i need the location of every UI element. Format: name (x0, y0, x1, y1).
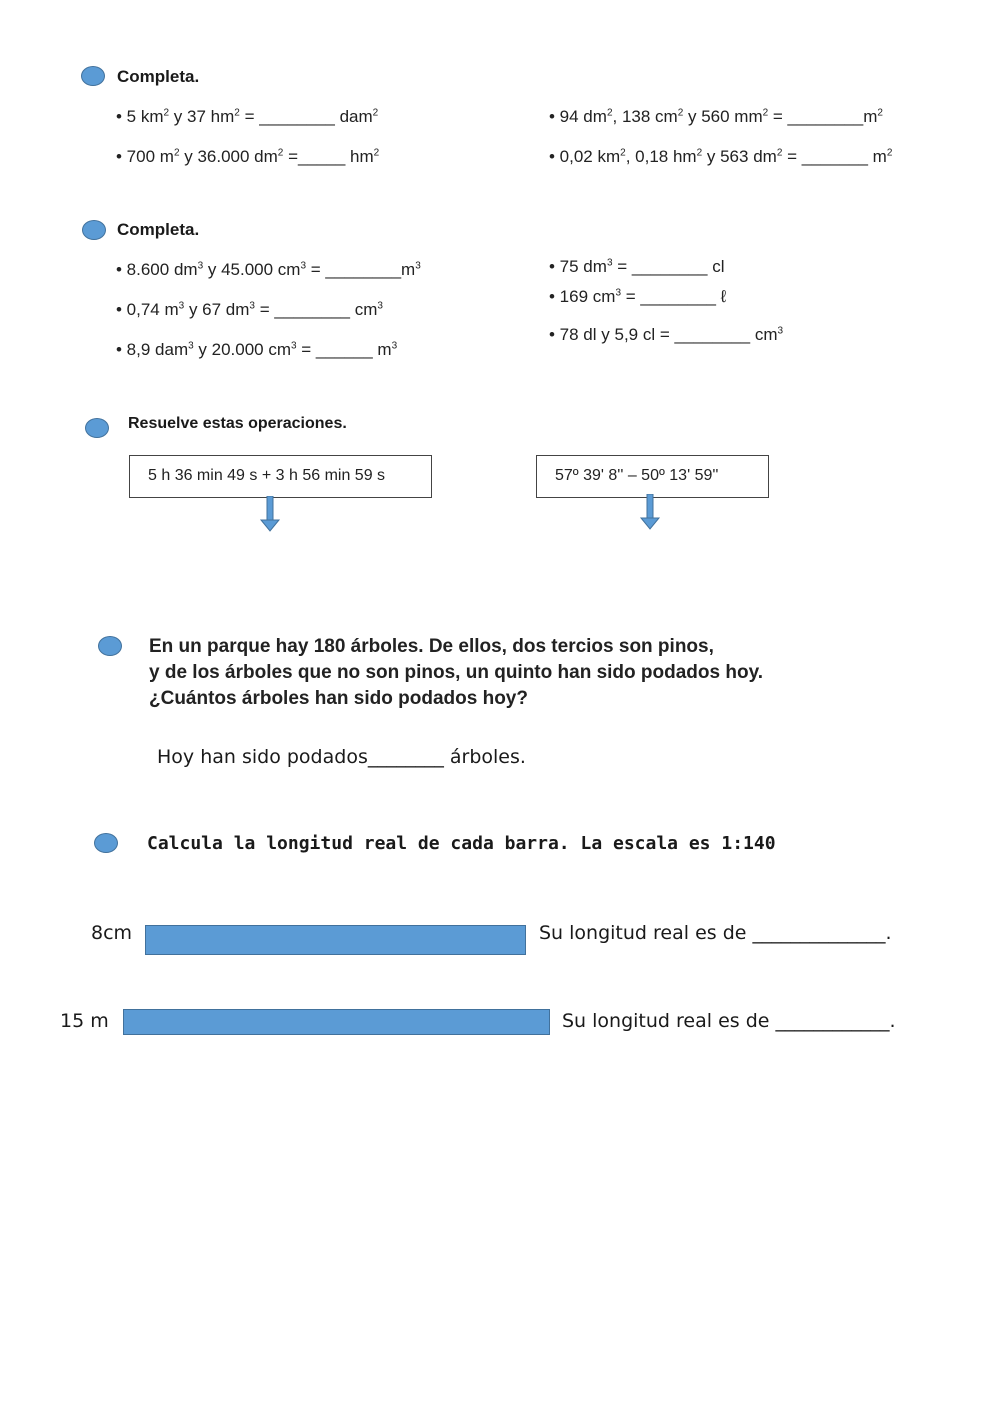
arrow-down-icon (639, 494, 661, 530)
section2-heading: Completa. (117, 220, 200, 239)
s1-item-1: • 5 $km^2$ y 37 $hm^2$ = ________ dam$^2$ (116, 107, 379, 126)
s2-right-item-3: • 78 dl y 5,9 cl = ________ $cm^3$ (549, 325, 784, 344)
section-bullet-icon (81, 66, 105, 86)
s1-item-2: • 700 $m^2$ y 36.000 $dm^2$ =_____ $hm^2$ (116, 147, 380, 166)
bar-answer: Su longitud real es de ______________. (539, 922, 892, 944)
section-bullet-icon (85, 418, 109, 438)
problem-answer: Hoy han sido podados________ árboles. (157, 746, 526, 768)
bar-answer: Su longitud real es de ____________. (562, 1010, 896, 1032)
operation-box-time: 5 h 36 min 49 s + 3 h 56 min 59 s (129, 455, 432, 498)
s2-right-item-1: • 75 $dm^3$ = ________ cl (549, 257, 725, 276)
problem-line-2: y de los árboles que no son pinos, un quinto han sido podados hoy. (149, 662, 764, 683)
s2-right-item-2: • 169 $cm^3$ = ________ ℓ (549, 287, 727, 306)
bar-label: 8cm (91, 922, 133, 944)
s2-left-item-1: • 8.600 $dm^3$ y 45.000 $cm^3$ = $\_\_\_\_\_\_\_\_m^3$ (116, 260, 421, 279)
operation-box-angle: 57º 39' 8'' – 50º 13' 59'' (536, 455, 769, 498)
problem-line-1: En un parque hay 180 árboles. De ellos, dos tercios son pinos, (149, 636, 714, 657)
section-bullet-icon (94, 833, 118, 853)
arrow-down-icon (259, 496, 281, 532)
s2-left-item-2: • 0,74 $m^3$ y 67 $dm^3$ = ________ $cm^3$ (116, 300, 383, 319)
section3-heading: Resuelve estas operaciones. (128, 415, 347, 432)
s2-left-item-3: • 8,9 dam$^3$ y 20.000 $cm^3$ = ______ $m^3$ (116, 340, 398, 359)
section-bullet-icon (82, 220, 106, 240)
s1-item-4: • 0,02 $km^2$, 0,18 $hm^2$ y 563 $dm^2$ = _______ $m^2$ (549, 147, 893, 166)
section-bullet-icon (98, 636, 122, 656)
scale-bar (145, 925, 526, 955)
section5-heading: Calcula la longitud real de cada barra. La escala es 1:140 (147, 833, 776, 854)
bar-label: 15 m (60, 1010, 109, 1032)
scale-bar (123, 1009, 550, 1035)
problem-line-3: ¿Cuántos árboles han sido podados hoy? (149, 688, 528, 709)
section1-heading: Completa. (117, 67, 200, 86)
s1-item-3: • 94 $dm^2$, 138 $cm^2$ y 560 $mm^2$ = $\_\_\_\_\_\_\_\_m^2$ (549, 107, 883, 126)
